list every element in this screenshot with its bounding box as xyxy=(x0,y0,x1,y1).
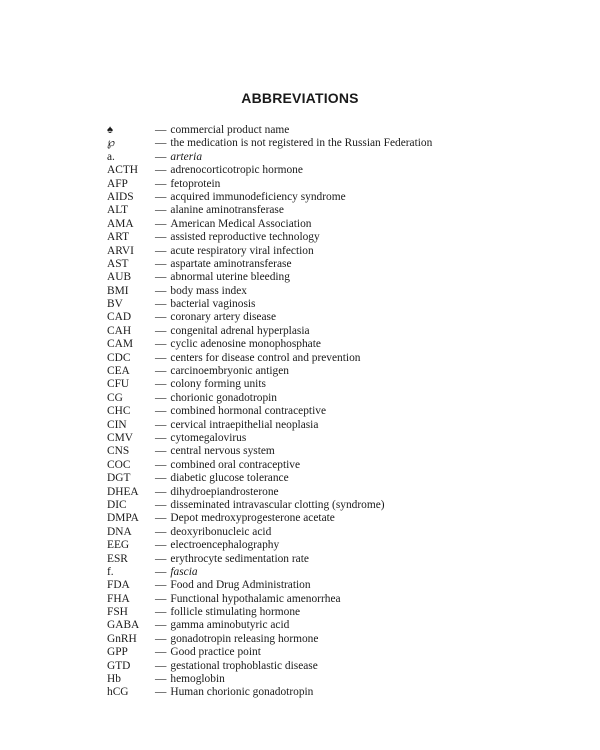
page-title: ABBREVIATIONS xyxy=(241,90,359,106)
abbreviation-dash: — xyxy=(155,539,167,552)
abbreviation-row xyxy=(107,218,527,231)
abbreviation-definition: the medication is not registered in the Russian Federation xyxy=(170,137,433,150)
abbreviation-term: FHA xyxy=(107,592,130,605)
abbreviation-dash: — xyxy=(155,150,167,163)
abbreviation-term: ACTH xyxy=(107,164,139,177)
abbreviation-dash: — xyxy=(155,298,167,311)
abbreviation-row xyxy=(107,365,527,378)
abbreviation-row xyxy=(107,606,527,619)
abbreviation-definition: abnormal uterine bleeding xyxy=(170,271,290,284)
abbreviation-dash: — xyxy=(155,458,167,471)
abbreviation-definition: arteria xyxy=(170,150,203,163)
abbreviation-row xyxy=(107,378,527,391)
abbreviation-row xyxy=(107,499,527,512)
abbreviation-term: DHEA xyxy=(107,485,139,498)
abbreviation-dash: — xyxy=(155,445,167,458)
abbreviation-dash: — xyxy=(155,217,167,230)
abbreviation-term: CDC xyxy=(107,351,131,364)
abbreviation-dash: — xyxy=(155,231,167,244)
abbreviation-row xyxy=(107,619,527,632)
abbreviation-dash: — xyxy=(155,351,167,364)
abbreviation-definition: congenital adrenal hyperplasia xyxy=(170,324,310,337)
abbreviation-definition: gamma aminobutyric acid xyxy=(170,619,290,632)
abbreviation-row xyxy=(107,459,527,472)
abbreviation-row xyxy=(107,593,527,606)
abbreviation-definition: aspartate aminotransferase xyxy=(170,257,292,270)
abbreviation-dash: — xyxy=(155,619,167,632)
abbreviation-dash: — xyxy=(155,271,167,284)
abbreviation-dash: — xyxy=(155,338,167,351)
abbreviation-row xyxy=(107,164,527,177)
abbreviation-dash: — xyxy=(155,257,167,270)
abbreviation-dash: — xyxy=(155,525,167,538)
abbreviation-term: CHC xyxy=(107,405,131,418)
abbreviation-dash: — xyxy=(155,137,167,150)
abbreviation-definition: Food and Drug Administration xyxy=(170,579,311,592)
abbreviation-definition: combined oral contraceptive xyxy=(170,458,301,471)
abbreviation-term: EEG xyxy=(107,539,130,552)
abbreviation-definition: erythrocyte sedimentation rate xyxy=(170,552,309,565)
abbreviation-term: BMI xyxy=(107,284,129,297)
abbreviation-term: ♠ xyxy=(107,124,114,136)
abbreviation-term: GABA xyxy=(107,619,140,632)
abbreviation-definition: coronary artery disease xyxy=(170,311,277,324)
abbreviation-definition: American Medical Association xyxy=(170,217,312,230)
abbreviation-definition: hemoglobin xyxy=(170,673,225,686)
abbreviation-dash: — xyxy=(155,365,167,378)
abbreviation-dash: — xyxy=(155,244,167,257)
abbreviation-row xyxy=(107,124,527,137)
abbreviation-term: GPP xyxy=(107,646,128,659)
abbreviation-term: AST xyxy=(107,257,129,270)
abbreviation-definition: acute respiratory viral infection xyxy=(170,244,314,257)
abbreviation-definition: combined hormonal contraceptive xyxy=(170,405,327,418)
abbreviation-row xyxy=(107,325,527,338)
abbreviation-row xyxy=(107,539,527,552)
abbreviation-dash: — xyxy=(155,659,167,672)
abbreviation-term: DNA xyxy=(107,525,132,538)
abbreviation-definition: centers for disease control and prevention xyxy=(170,351,361,364)
abbreviation-definition: cyclic adenosine monophosphate xyxy=(170,338,321,351)
abbreviation-dash: — xyxy=(155,204,167,217)
abbreviation-term: ARVI xyxy=(107,244,134,257)
abbreviation-dash: — xyxy=(155,646,167,659)
abbreviation-term: CEA xyxy=(107,365,130,378)
abbreviation-definition: deoxyribonucleic acid xyxy=(170,525,272,538)
abbreviation-term: CIN xyxy=(107,418,127,431)
abbreviation-term: Hb xyxy=(107,673,121,686)
abbreviation-definition: Human chorionic gonadotropin xyxy=(170,686,314,699)
abbreviation-term: ART xyxy=(107,231,130,244)
abbreviation-term: COC xyxy=(107,458,131,471)
abbreviation-definition: alanine aminotransferase xyxy=(170,204,284,217)
abbreviation-definition: disseminated intravascular clotting (syndrome) xyxy=(170,498,385,511)
abbreviation-definition: Functional hypothalamic amenorrhea xyxy=(170,592,341,605)
abbreviation-term: CNS xyxy=(107,445,130,458)
abbreviation-definition: follicle stimulating hormone xyxy=(170,606,301,619)
abbreviation-definition: body mass index xyxy=(170,284,247,297)
abbreviation-definition: cytomegalovirus xyxy=(170,431,247,444)
abbreviation-term: DGT xyxy=(107,472,131,485)
abbreviation-row xyxy=(107,178,527,191)
abbreviation-row xyxy=(107,646,527,659)
abbreviation-row xyxy=(107,392,527,405)
abbreviation-definition: gonadotropin releasing hormone xyxy=(170,632,319,645)
abbreviation-row xyxy=(107,486,527,499)
abbreviation-dash: — xyxy=(155,512,167,525)
abbreviation-row xyxy=(107,405,527,418)
abbreviation-dash: — xyxy=(155,552,167,565)
abbreviation-term: CAM xyxy=(107,338,133,351)
abbreviation-term: FSH xyxy=(107,606,128,619)
abbreviation-row xyxy=(107,419,527,432)
abbreviation-row xyxy=(107,298,527,311)
abbreviation-term: ALT xyxy=(107,204,129,217)
abbreviation-dash: — xyxy=(155,485,167,498)
abbreviation-term: AFP xyxy=(107,177,128,190)
abbreviation-term: AUB xyxy=(107,271,132,284)
abbreviation-term: AMA xyxy=(107,217,134,230)
abbreviation-row xyxy=(107,553,527,566)
abbreviation-definition: chorionic gonadotropin xyxy=(170,391,277,404)
abbreviation-row xyxy=(107,472,527,485)
abbreviation-term: CFU xyxy=(107,378,130,391)
abbreviation-dash: — xyxy=(155,579,167,592)
abbreviation-dash: — xyxy=(155,632,167,645)
abbreviation-row xyxy=(107,512,527,525)
abbreviation-term: f. xyxy=(107,565,114,578)
abbreviation-row xyxy=(107,311,527,324)
abbreviation-dash: — xyxy=(155,498,167,511)
abbreviation-row xyxy=(107,231,527,244)
abbreviation-dash: — xyxy=(155,606,167,619)
abbreviation-row xyxy=(107,137,527,150)
abbreviation-definition: bacterial vaginosis xyxy=(170,298,256,311)
abbreviation-dash: — xyxy=(155,565,167,578)
abbreviation-row xyxy=(107,445,527,458)
abbreviation-term: DMPA xyxy=(107,512,139,525)
abbreviation-term: CG xyxy=(107,391,123,404)
abbreviation-term: ESR xyxy=(107,552,128,565)
abbreviation-row xyxy=(107,673,527,686)
abbreviation-dash: — xyxy=(155,124,167,136)
abbreviation-term: ℘ xyxy=(107,137,115,150)
abbreviation-term: GTD xyxy=(107,659,131,672)
abbreviation-dash: — xyxy=(155,431,167,444)
abbreviation-term: AIDS xyxy=(107,190,134,203)
abbreviation-term: BV xyxy=(107,298,123,311)
abbreviation-definition: central nervous system xyxy=(170,445,275,458)
abbreviation-row xyxy=(107,660,527,673)
abbreviation-dash: — xyxy=(155,418,167,431)
abbreviation-row xyxy=(107,258,527,271)
abbreviation-dash: — xyxy=(155,405,167,418)
abbreviation-definition: colony forming units xyxy=(170,378,266,391)
abbreviation-definition: electroencephalography xyxy=(170,539,280,552)
abbreviation-definition: acquired immunodeficiency syndrome xyxy=(170,190,346,203)
abbreviation-definition: diabetic glucose tolerance xyxy=(170,472,289,485)
abbreviation-term: FDA xyxy=(107,579,130,592)
abbreviation-dash: — xyxy=(155,472,167,485)
abbreviation-dash: — xyxy=(155,311,167,324)
abbreviation-term: a. xyxy=(107,150,115,163)
abbreviation-definition: assisted reproductive technology xyxy=(170,231,320,244)
abbreviation-term: CAH xyxy=(107,324,132,337)
abbreviation-list xyxy=(107,124,527,700)
abbreviation-row xyxy=(107,338,527,351)
abbreviation-dash: — xyxy=(155,177,167,190)
abbreviation-dash: — xyxy=(155,324,167,337)
abbreviation-dash: — xyxy=(155,673,167,686)
abbreviation-dash: — xyxy=(155,378,167,391)
abbreviation-row xyxy=(107,526,527,539)
abbreviation-term: CAD xyxy=(107,311,132,324)
abbreviation-definition: cervical intraepithelial neoplasia xyxy=(170,418,319,431)
abbreviation-definition: Good practice point xyxy=(170,646,261,659)
abbreviation-row xyxy=(107,285,527,298)
abbreviation-row xyxy=(107,271,527,284)
abbreviation-definition: fascia xyxy=(170,565,198,578)
abbreviation-row xyxy=(107,204,527,217)
abbreviation-definition: adrenocorticotropic hormone xyxy=(170,164,303,177)
abbreviation-dash: — xyxy=(155,284,167,297)
abbreviation-term: CMV xyxy=(107,431,133,444)
abbreviation-row xyxy=(107,432,527,445)
abbreviation-row xyxy=(107,686,527,699)
abbreviation-definition: dihydroepiandrosterone xyxy=(170,485,279,498)
abbreviation-term: hCG xyxy=(107,686,129,699)
abbreviation-definition: gestational trophoblastic disease xyxy=(170,659,318,672)
abbreviation-definition: Depot medroxyprogesterone acetate xyxy=(170,512,335,525)
abbreviation-dash: — xyxy=(155,592,167,605)
abbreviation-definition: carcinoembryonic antigen xyxy=(170,365,289,378)
abbreviation-dash: — xyxy=(155,686,167,699)
abbreviation-dash: — xyxy=(155,164,167,177)
abbreviation-row xyxy=(107,633,527,646)
abbreviation-row xyxy=(107,566,527,579)
abbreviation-dash: — xyxy=(155,391,167,404)
abbreviation-row xyxy=(107,352,527,365)
abbreviation-row xyxy=(107,191,527,204)
abbreviation-row xyxy=(107,151,527,164)
abbreviation-row xyxy=(107,245,527,258)
abbreviation-dash: — xyxy=(155,190,167,203)
abbreviation-definition: fetoprotein xyxy=(170,177,221,190)
abbreviation-term: DIC xyxy=(107,498,127,511)
abbreviation-row xyxy=(107,579,527,592)
abbreviation-definition: commercial product name xyxy=(170,124,290,136)
abbreviation-term: GnRH xyxy=(107,632,137,645)
